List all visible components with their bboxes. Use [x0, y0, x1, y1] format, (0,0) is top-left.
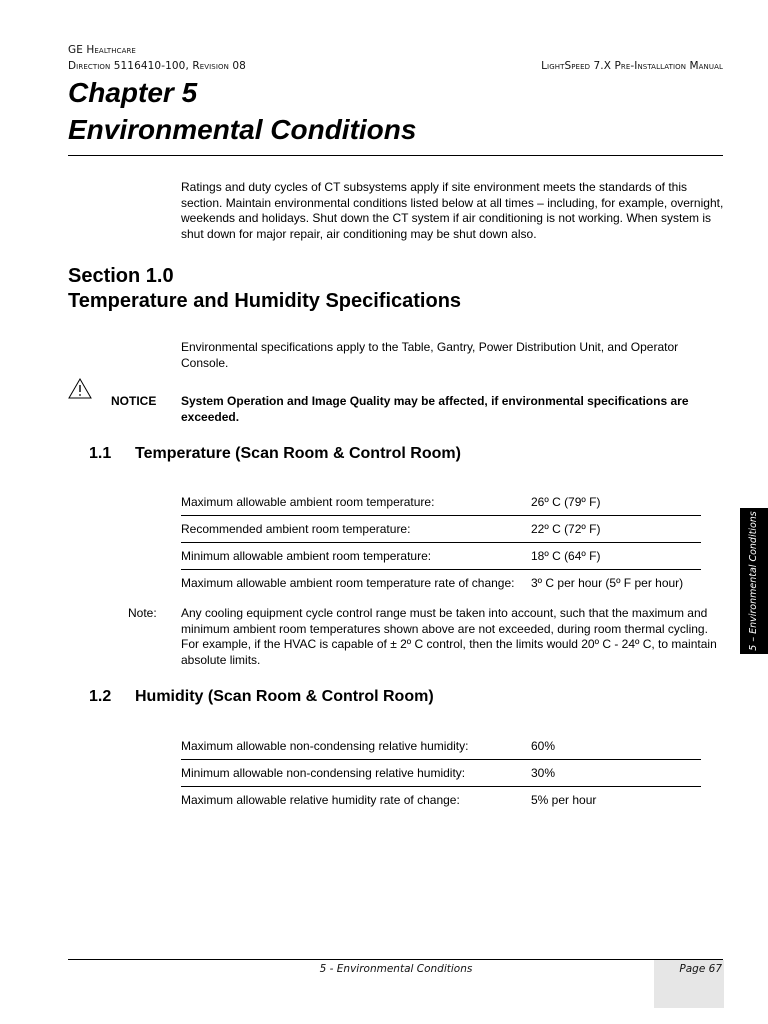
table-row: [181, 760, 701, 787]
spec-value: 18º C (64º F): [531, 543, 701, 570]
spec-label: Minimum allowable ambient room temperature:: [181, 543, 531, 570]
temperature-spec-table: [181, 489, 701, 596]
chapter-number: Chapter 5: [68, 77, 198, 108]
table-row: [181, 543, 701, 570]
notice-label: NOTICE: [111, 394, 157, 408]
footer-chapter-title: 5 - Environmental Conditions: [319, 963, 473, 975]
table-row: [181, 787, 701, 814]
chapter-title-rule: [68, 155, 723, 156]
note-label: Note:: [128, 606, 157, 620]
chapter-title: Environmental Conditions: [68, 114, 417, 145]
spec-value: 60%: [531, 739, 556, 753]
spec-value: 5% per hour: [531, 787, 701, 814]
section-title: Temperature and Humidity Specifications: [68, 290, 462, 312]
table-row: [181, 570, 701, 597]
section-intro: Environmental specifications apply to the Table, Gantry, Power Distribution Unit, and Operator Console.: [181, 340, 679, 370]
spec-value: 30%: [531, 760, 701, 787]
notice-text: System Operation and Image Quality may be affected, if environmental specifications are exceeded.: [181, 394, 689, 424]
table-row: [181, 516, 701, 543]
spec-label: Maximum allowable non-condensing relative humidity:: [181, 739, 469, 753]
spec-label: Maximum allowable ambient room temperature rate of change:: [181, 570, 531, 597]
spec-value: 26º C (79º F): [531, 495, 601, 509]
spec-value: 22º C (72º F): [531, 516, 701, 543]
note-text: Any cooling equipment cycle control range must be taken into account, such that the maximum and minimum ambient room temperatures shown above are not exceeded, during room thermal cycling. For example, if the HVAC is capable of ± 2º C control, then the limits would 20º C - 24º C, to maintain absolute limits.: [181, 606, 717, 667]
spec-label: Maximum allowable relative humidity rate of change:: [181, 787, 531, 814]
temperature-section-number: 1.1: [89, 445, 112, 462]
chapter-intro: Ratings and duty cycles of CT subsystems apply if site environment meets the standards of this section. Maintain environmental conditions listed below at all times – including, for example, overnight, weekends and holidays. Shut down the CT system if air conditioning is not working. When system is shut down for major repair, air conditioning may be shut down also.: [181, 180, 724, 241]
humidity-spec-table: [181, 733, 701, 813]
chapter-side-tab: [740, 508, 768, 654]
humidity-section-number: 1.2: [89, 688, 112, 705]
spec-label: Minimum allowable non-condensing relative humidity:: [181, 760, 531, 787]
page-number: Page 67: [679, 963, 722, 975]
temperature-section-title: Temperature (Scan Room & Control Room): [135, 445, 461, 462]
spec-value: 3º C per hour (5º F per hour): [531, 570, 701, 597]
side-tab-label: 5 – Environmental Conditions: [748, 511, 759, 651]
warning-triangle-icon: [68, 378, 92, 400]
spec-label: Maximum allowable ambient room temperature:: [181, 495, 435, 509]
footer-rule: [68, 959, 723, 960]
table-row: [181, 733, 701, 760]
humidity-section-title: Humidity (Scan Room & Control Room): [135, 688, 434, 705]
spec-label: Recommended ambient room temperature:: [181, 516, 531, 543]
header-manual-title: LightSpeed 7.X Pre-Installation Manual: [541, 60, 723, 72]
section-number: Section 1.0: [68, 265, 174, 287]
header-company: GE Healthcare: [68, 44, 136, 56]
table-row: [181, 489, 701, 516]
header-direction: Direction 5116410-100, Revision 08: [68, 60, 246, 72]
